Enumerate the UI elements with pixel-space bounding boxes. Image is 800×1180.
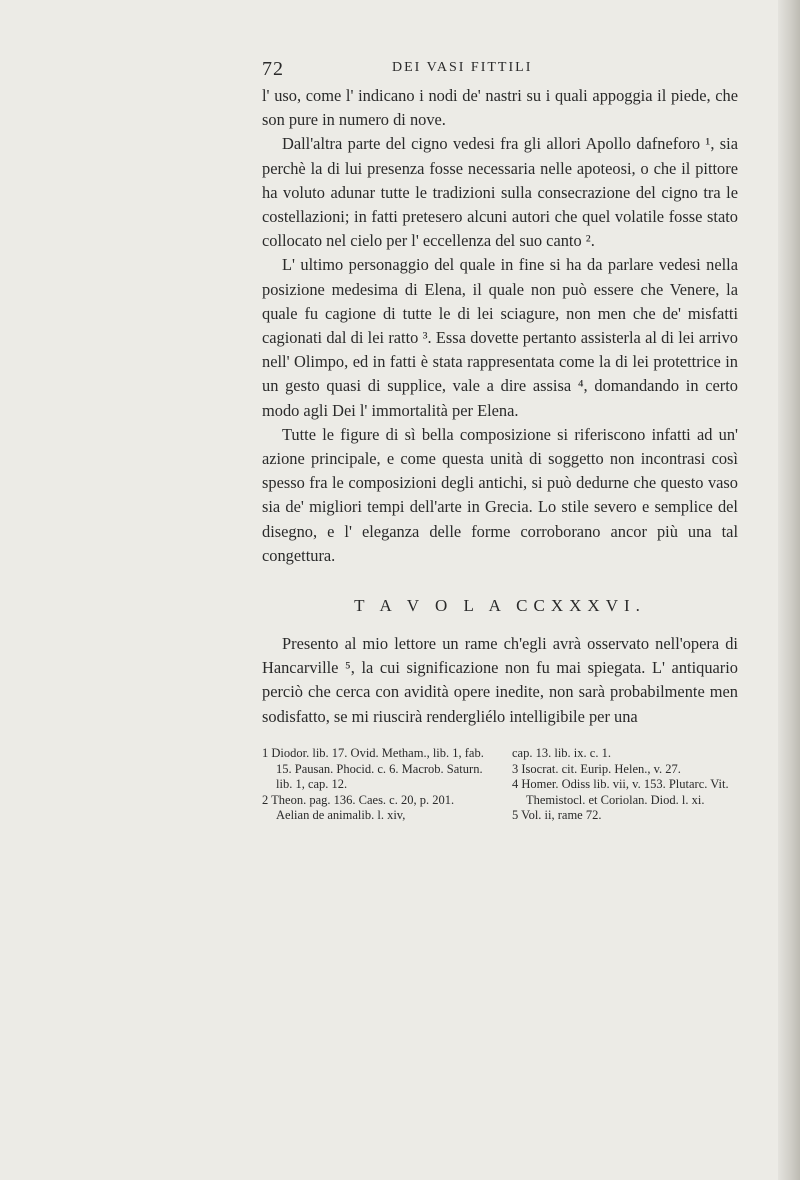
paragraph: L' ultimo personaggio del quale in fine si ha da parlare vedesi nella posizione medesima di Elena, il quale non può essere che Venere, la quale fu cagione di tutte le di lei sciagure, non men che de' misfatti cagionati dal di lei ratto ³. Essa dovette pertanto assisterla al di lei arrivo nell' Olimpo, ed in fatti è stata rappresentata come la di lei protettrice in un gesto quasi di supplice, vale a dire assisa ⁴, domandando in certo modo agli Dei l' immortalità per Elena. (262, 255, 738, 420)
paragraph: l' uso, come l' indicano i nodi de' nastri su i quali appoggia il piede, che son pure in numero di nove. (262, 86, 738, 130)
footnote: 1 Diodor. lib. 17. Ovid. Metham., lib. 1, fab. 15. Pausan. Phocid. c. 6. Macrob. Saturn. lib. 1, cap. 12. (262, 746, 484, 791)
footnote: 5 Vol. ii, rame 72. (512, 808, 602, 822)
footnotes-left-column (262, 746, 488, 824)
paragraph: Presento al mio lettore un rame ch'egli avrà osservato nell'opera di Hancarville ⁵, la cui significazione non fu mai spiegata. L' antiquario perciò che cerca con avidità opere inedite, non sarà probabilmente men sodisfatto, se mi riuscirà rendergliélo intelligibile per una (262, 634, 738, 726)
footnote: 3 Isocrat. cit. Eurip. Helen., v. 27. (512, 761, 681, 776)
footnotes-right-column (512, 746, 738, 824)
page-edge (778, 0, 800, 1180)
page-number: 72 (262, 58, 284, 80)
section-heading: T A V O L A CCXXXVI. (354, 596, 646, 615)
section-text (262, 632, 738, 729)
main-text (262, 84, 738, 568)
paragraph: Tutte le figure di sì bella composizione si riferiscono infatti ad un' azione principale, e come questa unità di soggetto non incontrasi così spesso fra le composizioni degli antichi, si può dedurne che questo vaso sia de' migliori tempi dell'arte in Grecia. Lo stile severo e semplice del disegno, e l' eleganza delle forme corroborano ancor più una tal congettura. (262, 424, 738, 565)
paragraph: Dall'altra parte del cigno vedesi fra gli allori Apollo dafneforo ¹, sia perchè la di lui presenza fosse necessaria nelle apoteosi, o che il pittore ha voluto adunar tutte le tradizioni sulla consecrazione del cigno tra le costellazioni; in fatti pretesero alcuni autori che quel volatile fosse stato collocato nel cielo per l' eccellenza del suo canto ². (262, 134, 738, 251)
footnote: 2 Theon. pag. 136. Caes. c. 20, p. 201. Aelian de animalib. l. xiv, (262, 792, 455, 822)
footnote: cap. 13. lib. ix. c. 1. (512, 746, 611, 760)
running-title: DEI VASI FITTILI (392, 60, 533, 75)
page-header (262, 58, 722, 82)
footnote: 4 Homer. Odiss lib. vii, v. 153. Plutarc. Vit. Themistocl. et Coriolan. Diod. l. xi. (512, 777, 729, 807)
